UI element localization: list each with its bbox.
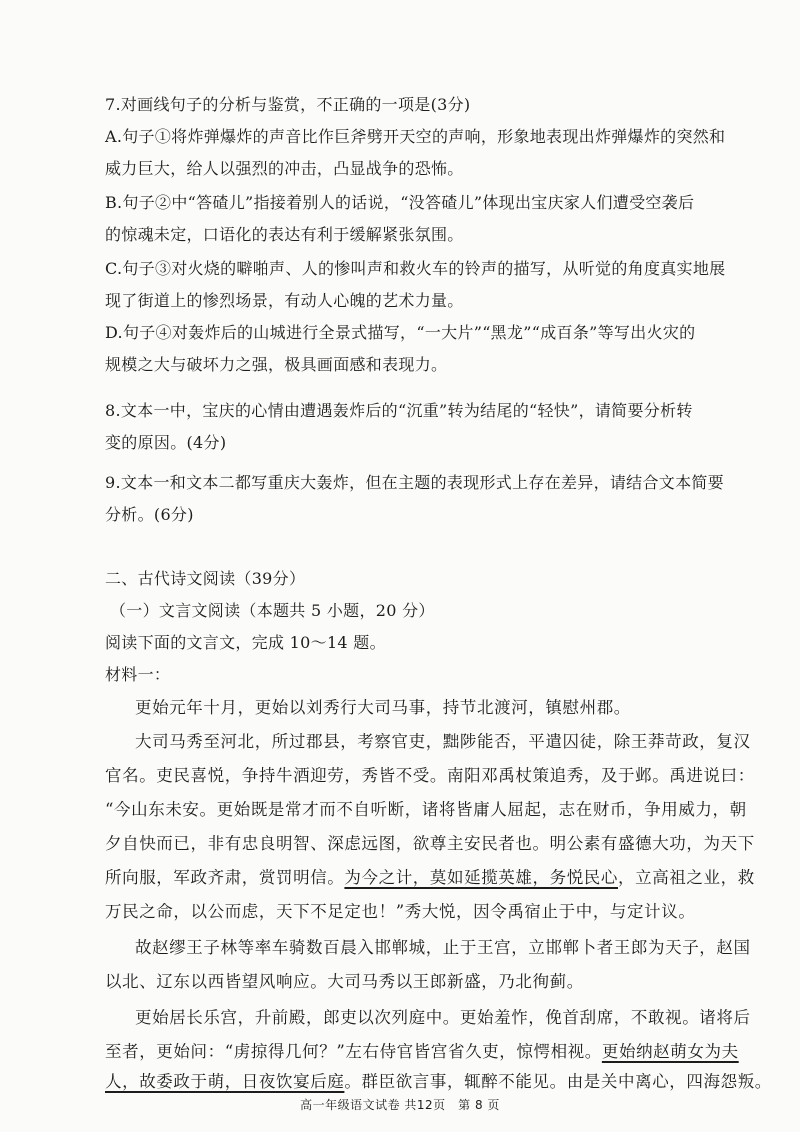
- section-2-heading: 二、古代诗文阅读（39分）: [105, 569, 306, 588]
- question-7-stem: 7.对画线句子的分析与鉴赏，不正确的一项是(3分): [105, 95, 471, 114]
- question-9-line-2: 分析。(6分): [105, 505, 194, 524]
- option-c-line-2: 现了街道上的惨烈场景，有动人心魄的艺术力量。: [105, 291, 464, 310]
- passage-line: 更始居长乐宫，升前殿，郎吏以次列庭中。更始羞怍，俛首刮席，不敢视。诸将后: [135, 1008, 751, 1027]
- option-c-line-1: C.句子③对火烧的噼啪声、人的惨叫声和救火车的铃声的描写，从听觉的角度真实地展: [105, 259, 726, 278]
- passage-line: 万民之命，以公而虑，天下不足定也！”秀大悦，因令禹宿止于中，与定计议。: [105, 902, 696, 921]
- passage-line: [105, 864, 755, 888]
- option-b-line-2: 的惊魂未定，口语化的表达有利于缓解紧张氛围。: [105, 225, 464, 244]
- option-a-line-2: 威力巨大，给人以强烈的冲击，凸显战争的恐怖。: [105, 159, 464, 178]
- passage-line: “今山东未安。更始既是常才而不自听断，诸将皆庸人屈起，志在财币，争用威力，朝: [105, 800, 747, 819]
- passage-line: 夕自快而已，非有忠良明智、深虑远图，欲尊主安民者也。明公素有盛德大功，为天下: [105, 834, 755, 853]
- option-d-line-2: 规模之大与破坏力之强，极具画面感和表现力。: [105, 355, 448, 374]
- passage-line: 故赵缪王子林等率车骑数百晨入邯郸城，止于王宫，立邯郸卜者王郎为天子，赵国: [135, 938, 751, 957]
- passage-text: 。群臣欲言事，辄醉不能见。由是关中离心，四海怨叛。: [344, 1072, 772, 1091]
- passage-line: 以北、辽东以西皆望风响应。大司马秀以王郎新盛，乃北徇蓟。: [105, 972, 584, 991]
- passage-text: ，立高祖之业，救: [618, 868, 755, 887]
- option-a-line-1: A.句子①将炸弹爆炸的声音比作巨斧劈开天空的声响，形象地表现出炸弹爆炸的突然和: [105, 127, 726, 146]
- passage-paragraph-1: 更始元年十月，更始以刘秀行大司马事，持节北渡河，镇慰州郡。: [135, 698, 631, 717]
- question-9-line-1: 9.文本一和文本二都写重庆大轰炸，但在主题的表现形式上存在差异，请结合文本简要: [105, 473, 724, 492]
- option-d-line-1: D.句子④对轰炸后的山城进行全景式描写，“一大片”“黑龙”“成百条”等写出火灾的: [105, 323, 696, 342]
- passage-line: 大司马秀至河北，所过郡县，考察官吏，黜陟能否，平遣囚徒，除王莽苛政，复汉: [135, 732, 751, 751]
- underlined-sentence: 更始纳赵萌女为夫: [601, 1042, 739, 1061]
- question-8-line-2: 变的原因。(4分): [105, 433, 227, 452]
- option-b-line-1: B.句子②中“答碴儿”指接着别人的话说，“没答碴儿”体现出宝庆家人们遭受空袭后: [105, 193, 695, 212]
- underlined-sentence: 人，故委政于萌，日夜饮宴后庭: [105, 1072, 345, 1091]
- underlined-sentence: 为今之计，莫如延揽英雄，务悦民心: [344, 868, 619, 887]
- question-8-line-1: 8.文本一中，宝庆的心情由遭遇轰炸后的“沉重”转为结尾的“轻快”，请简要分析转: [105, 401, 693, 420]
- passage-line: [105, 1068, 772, 1092]
- section-2-subheading: （一）文言文阅读（本题共 5 小题，20 分）: [110, 601, 435, 620]
- passage-line: [105, 1038, 739, 1062]
- page-footer: 高一年级语文试卷 共12页 第 8 页: [300, 1098, 500, 1112]
- passage-text: 至者，更始问：“虏掠得几何？”左右侍官皆宫省久吏，惊愕相视。: [105, 1042, 602, 1061]
- section-2-instruction: 阅读下面的文言文，完成 10～14 题。: [105, 633, 386, 652]
- passage-line: 官名。吏民喜悦，争持牛酒迎劳，秀皆不受。南阳邓禹杖策追秀，及于邺。禹进说曰：: [105, 766, 755, 785]
- passage-text: 所向服，军政齐肃，赏罚明信。: [105, 868, 345, 887]
- material-label: 材料一：: [105, 665, 171, 684]
